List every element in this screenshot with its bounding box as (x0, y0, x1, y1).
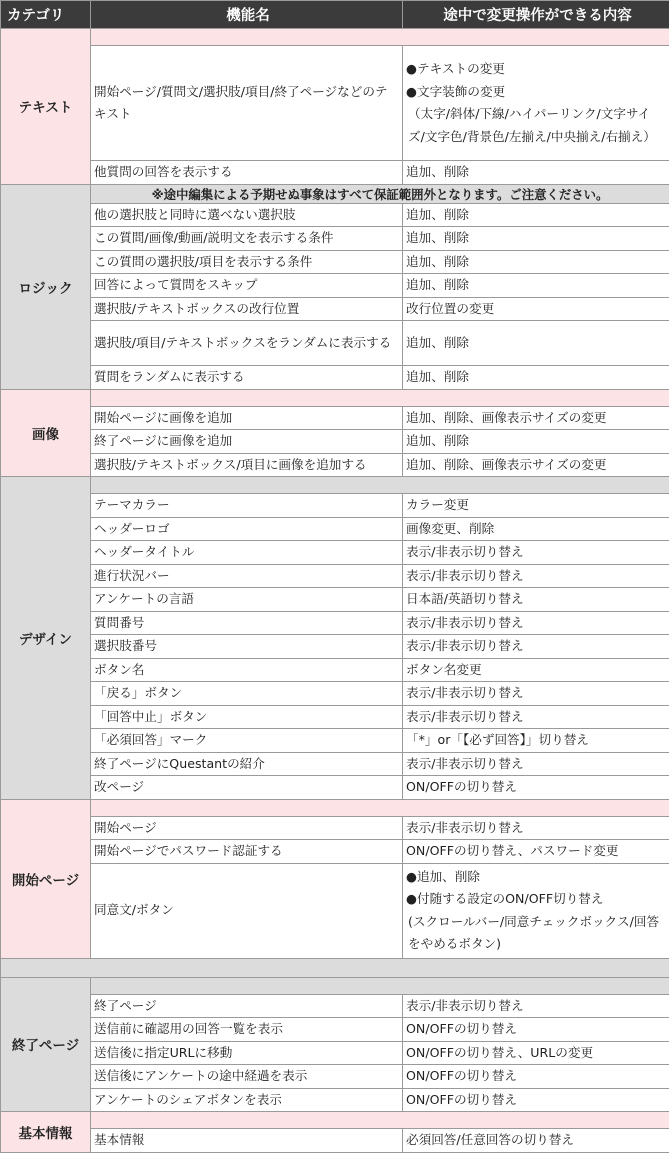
feature-cell: 選択肢番号 (91, 635, 403, 659)
operation-cell: ボタン名変更 (403, 658, 669, 682)
operation-cell: 表示/非表示切り替え (403, 541, 669, 565)
feature-cell: 選択肢/項目/テキストボックスをランダムに表示する (91, 321, 403, 366)
feature-cell: ヘッダーロゴ (91, 517, 403, 541)
feature-cell: この質問/画像/動画/説明文を表示する条件 (91, 227, 403, 251)
feature-cell: 質問番号 (91, 611, 403, 635)
feature-cell: 終了ページ (91, 994, 403, 1018)
operation-cell: 表示/非表示切り替え (403, 611, 669, 635)
feature-cell: アンケートの言語 (91, 588, 403, 612)
operation-detail: (スクロールバー/同意チェックボックス/回答をやめるボタン) (406, 911, 666, 956)
feature-cell: 送信後にアンケートの途中経過を表示 (91, 1065, 403, 1089)
operation-cell: 追加、削除 (403, 274, 669, 298)
feature-cell: 他質問の回答を表示する (91, 161, 403, 185)
operation-cell: 表示/非表示切り替え (403, 705, 669, 729)
feature-cell: 基本情報 (91, 1129, 403, 1153)
operation-cell: 表示/非表示切り替え (403, 635, 669, 659)
operation-cell: 表示/非表示切り替え (403, 816, 669, 840)
feature-cell: 終了ページにQuestantの紹介 (91, 752, 403, 776)
operation-cell (403, 46, 669, 161)
category-image: 画像 (1, 389, 91, 477)
operation-cell: 改行位置の変更 (403, 297, 669, 321)
feature-cell: 同意文/ボタン (91, 863, 403, 958)
feature-cell: 「回答中止」ボタン (91, 705, 403, 729)
operation-cell: ON/OFFの切り替え、URLの変更 (403, 1041, 669, 1065)
operation-cell: 表示/非表示切り替え (403, 752, 669, 776)
section-separator (1, 958, 669, 977)
category-basic-info: 基本情報 (1, 1112, 91, 1153)
operation-cell: ON/OFFの切り替え (403, 1065, 669, 1089)
section-spacer (91, 477, 669, 494)
operation-cell: 「*」or「【必ず回答】」切り替え (403, 729, 669, 753)
operation-cell: ON/OFFの切り替え (403, 776, 669, 800)
section-spacer (91, 389, 669, 406)
feature-cell: この質問の選択肢/項目を表示する条件 (91, 250, 403, 274)
feature-cell: 送信後に指定URLに移動 (91, 1041, 403, 1065)
operation-cell: 追加、削除、画像表示サイズの変更 (403, 453, 669, 477)
operation-bullet: ●付随する設定のON/OFF切り替え (406, 888, 666, 911)
header-operation: 途中で変更操作ができる内容 (403, 1, 669, 29)
operation-cell: カラー変更 (403, 494, 669, 518)
feature-cell: 送信前に確認用の回答一覧を表示 (91, 1018, 403, 1042)
feature-cell: 「必須回答」マーク (91, 729, 403, 753)
table-header-row (1, 1, 669, 29)
header-feature: 機能名 (91, 1, 403, 29)
operation-cell: 追加、削除 (403, 430, 669, 454)
section-spacer (91, 799, 669, 816)
feature-cell: 開始ページに画像を追加 (91, 406, 403, 430)
feature-cell: 改ページ (91, 776, 403, 800)
category-text: テキスト (1, 29, 91, 185)
operation-cell: 追加、削除 (403, 366, 669, 390)
header-category: カテゴリ (1, 1, 91, 29)
operation-cell: 画像変更、削除 (403, 517, 669, 541)
operation-cell: 表示/非表示切り替え (403, 994, 669, 1018)
feature-cell: アンケートのシェアボタンを表示 (91, 1088, 403, 1112)
feature-cell: 開始ページでパスワード認証する (91, 840, 403, 864)
feature-cell: 選択肢/テキストボックスの改行位置 (91, 297, 403, 321)
feature-cell: テーマカラー (91, 494, 403, 518)
feature-cell: ヘッダータイトル (91, 541, 403, 565)
operation-cell: 追加、削除 (403, 203, 669, 227)
feature-cell: 「戻る」ボタン (91, 682, 403, 706)
category-end-page: 終了ページ (1, 977, 91, 1112)
operation-cell: 追加、削除 (403, 227, 669, 251)
feature-cell: 他の選択肢と同時に選べない選択肢 (91, 203, 403, 227)
feature-cell: 選択肢/テキストボックス/項目に画像を追加する (91, 453, 403, 477)
operation-bullet: ●追加、削除 (406, 866, 666, 889)
section-spacer (91, 29, 669, 46)
operation-cell: ON/OFFの切り替え (403, 1088, 669, 1112)
section-spacer (91, 1112, 669, 1129)
operation-bullet: ●テキストの変更 (406, 58, 666, 81)
category-start-page: 開始ページ (1, 799, 91, 958)
operation-cell: 追加、削除 (403, 161, 669, 185)
operation-detail: （太字/斜体/下線/ハイパーリンク/文字サイズ/文字色/背景色/左揃え/中央揃え/右揃え） (406, 103, 666, 148)
operation-cell: 追加、削除、画像表示サイズの変更 (403, 406, 669, 430)
feature-cell: 進行状況バー (91, 564, 403, 588)
feature-cell: 開始ページ (91, 816, 403, 840)
feature-cell: ボタン名 (91, 658, 403, 682)
operation-cell (403, 863, 669, 958)
operation-cell: 追加、削除 (403, 250, 669, 274)
operation-cell: 必須回答/任意回答の切り替え (403, 1129, 669, 1153)
feature-cell: 質問をランダムに表示する (91, 366, 403, 390)
operation-cell: 表示/非表示切り替え (403, 682, 669, 706)
category-logic: ロジック (1, 184, 91, 389)
operation-cell: 追加、削除 (403, 321, 669, 366)
logic-note: ※途中編集による予期せぬ事象はすべて保証範囲外となります。ご注意ください。 (91, 184, 669, 203)
operation-cell: 表示/非表示切り替え (403, 564, 669, 588)
feature-cell: 終了ページに画像を追加 (91, 430, 403, 454)
category-design: デザイン (1, 477, 91, 800)
operation-cell: ON/OFFの切り替え (403, 1018, 669, 1042)
operation-bullet: ●文字装飾の変更 (406, 81, 666, 104)
section-spacer (91, 977, 669, 994)
feature-cell: 開始ページ/質問文/選択肢/項目/終了ページなどのテキスト (91, 46, 403, 161)
operation-cell: ON/OFFの切り替え、パスワード変更 (403, 840, 669, 864)
feature-cell: 回答によって質問をスキップ (91, 274, 403, 298)
operation-cell: 日本語/英語切り替え (403, 588, 669, 612)
